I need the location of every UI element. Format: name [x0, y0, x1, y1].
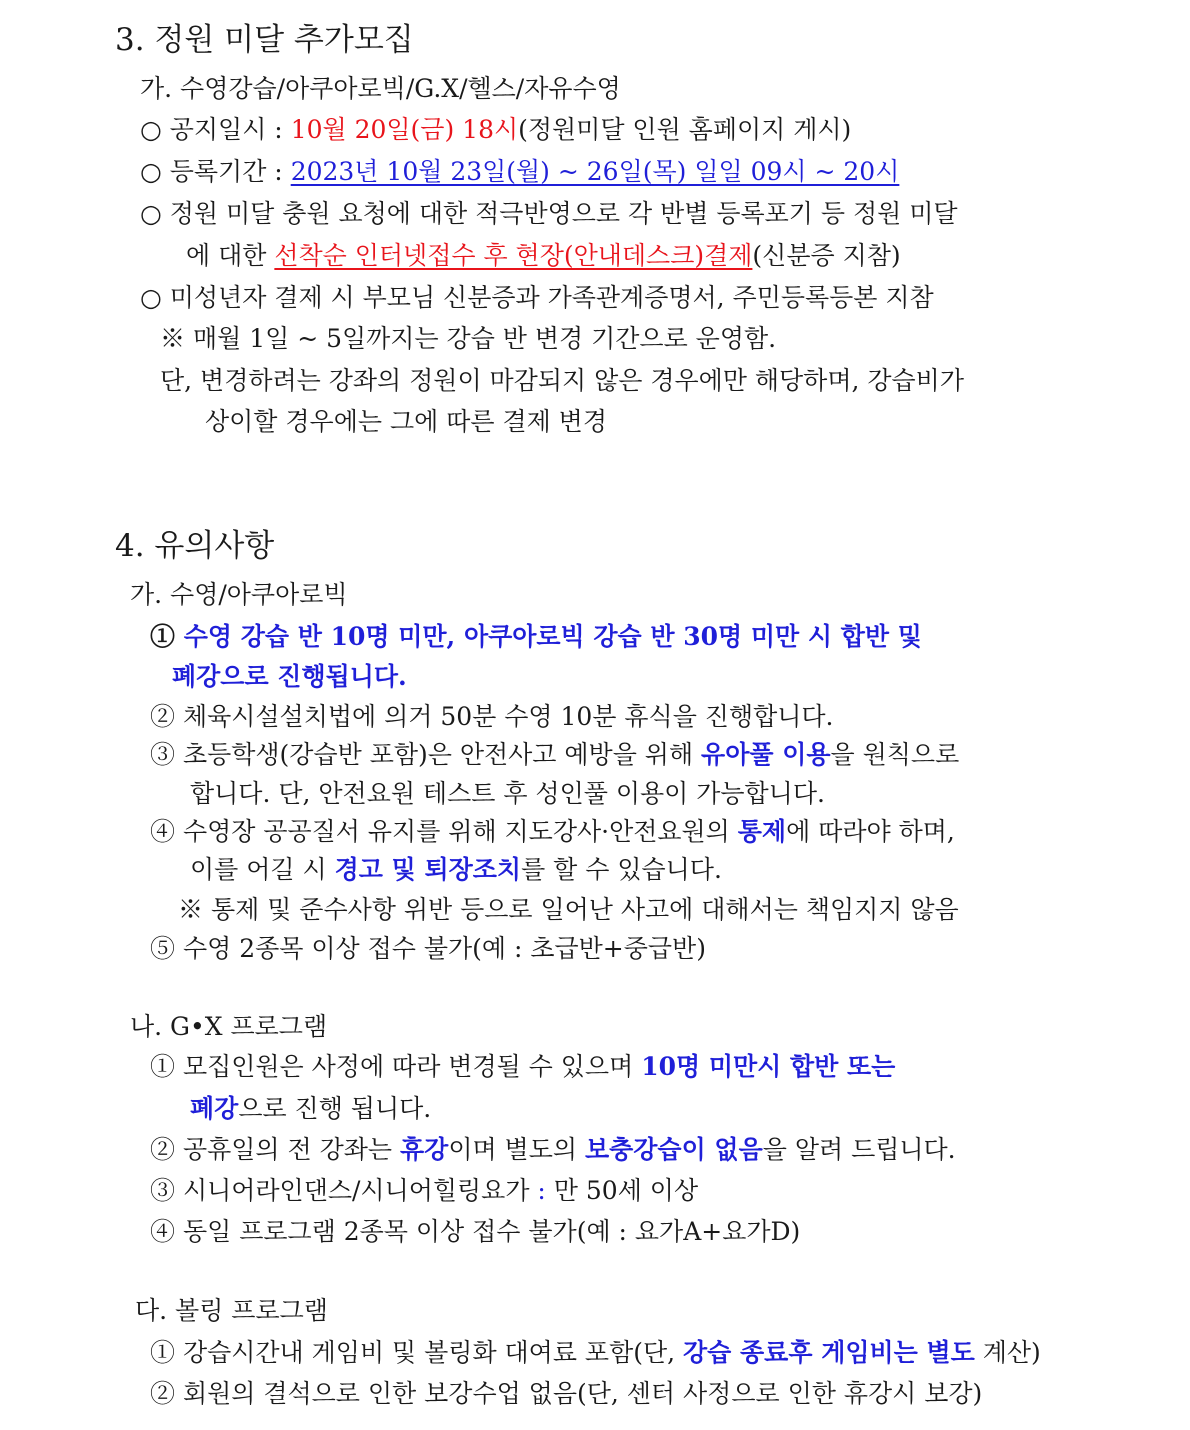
swim-item1-line1: [150, 620, 922, 654]
swim-item4-post: 에 따라야 하며,: [786, 817, 955, 846]
gx-item2: [150, 1133, 956, 1167]
first-come-notice: 선착순 인터넷접수 후 현장(안내데스크)결제: [274, 241, 753, 270]
swim-heading: 가. 수영/아쿠아로빅: [130, 580, 348, 609]
registration-label: ○ 등록기간 :: [140, 157, 291, 186]
section4-title: 4. 유의사항: [115, 528, 275, 564]
id-required: (신분증 지참): [752, 241, 901, 270]
class-change-note: ※ 매월 1일 ~ 5일까지는 강습 반 변경 기간으로 운영함.: [160, 324, 777, 353]
swim-item1-line2: 폐강으로 진행됩니다.: [172, 662, 407, 691]
notice-line: [140, 113, 851, 147]
refill-request-line1: ○ 정원 미달 충원 요청에 대한 적극반영으로 각 반별 등록포기 등 정원 미달: [140, 199, 958, 228]
class-change-condition-line2: 상이할 경우에는 그에 따른 결제 변경: [205, 407, 607, 436]
section3-subheading: 가. 수영강습/아쿠아로빅/G.X/헬스/자유수영: [140, 74, 621, 103]
registration-period: 2023년 10월 23일(월) ~ 26일(목) 일일 09시 ~ 20시: [290, 157, 900, 186]
refill-request-line2: [186, 239, 901, 273]
registration-line: [140, 155, 899, 189]
minor-payment-line: ○ 미성년자 결제 시 부모님 신분증과 가족관계증명서, 주민등록등본 지참: [140, 283, 934, 312]
notice-time: 10월 20일(금) 18시: [290, 115, 519, 144]
swim-item4-line1: [150, 815, 955, 849]
gx-item3: [150, 1174, 698, 1208]
swim-item4-line2-pre: 이를 어길 시: [190, 855, 335, 884]
gx-closure-notice: 폐강: [190, 1094, 239, 1123]
gx-item2-mid: 이며 별도의: [448, 1135, 585, 1164]
bowling-item1-post: 계산): [974, 1338, 1041, 1367]
game-fee-notice: 강습 종료후 게임비는 별도: [683, 1338, 975, 1367]
swim-item4-line2-post: 를 할 수 있습니다.: [521, 855, 722, 884]
gx-item4: ④ 동일 프로그램 2종목 이상 접수 불가(예 : 요가A+요가D): [150, 1217, 801, 1246]
class-change-condition-line1: 단, 변경하려는 강좌의 정원이 마감되지 않은 경우에만 해당하며, 강습비가: [160, 366, 964, 395]
section3-title: 3. 정원 미달 추가모집: [115, 22, 414, 58]
warning-expulsion-notice: 경고 및 퇴장조치: [334, 855, 522, 884]
control-notice: 통제: [737, 817, 787, 846]
swim-item2: ② 체육시설설치법에 의거 50분 수영 10분 휴식을 진행합니다.: [150, 702, 834, 731]
notice-label: ○ 공지일시 :: [140, 115, 291, 144]
swim-item5: ⑤ 수영 2종목 이상 접수 불가(예 : 초급반+중급반): [150, 934, 706, 963]
swim-item1-number: ①: [150, 622, 176, 651]
no-makeup-notice: 보충강습이 없음: [584, 1135, 763, 1164]
swim-item3-post: 을 원칙으로: [830, 740, 960, 769]
swim-item1-text: 수영 강습 반 10명 미만, 아쿠아로빅 강습 반 30명 미만 시 합반 및: [183, 622, 922, 651]
bowling-item2: ② 회원의 결석으로 인한 보강수업 없음(단, 센터 사정으로 인한 휴강시 보강): [150, 1379, 983, 1408]
gx-item1-line2: [190, 1092, 431, 1126]
liability-note: ※ 통제 및 준수사항 위반 등으로 일어난 사고에 대해서는 책임지지 않음: [178, 895, 959, 924]
gx-item3-post: 만 50세 이상: [545, 1176, 699, 1205]
gx-item3-pre: ③ 시니어라인댄스/시니어힐링요가: [150, 1176, 538, 1205]
bowling-item1-pre: ① 강습시간내 게임비 및 볼링화 대여료 포함(단,: [150, 1338, 684, 1367]
refill-request-pre: 에 대한: [186, 241, 275, 270]
swim-item4-line2: [190, 853, 722, 887]
gx-merge-notice: 10명 미만시 합반 또는: [641, 1052, 896, 1081]
gx-heading: 나. G•X 프로그램: [130, 1012, 328, 1041]
gx-item2-pre: ② 공휴일의 전 강좌는: [150, 1135, 400, 1164]
notice-rest: (정원미달 인원 홈페이지 게시): [518, 115, 852, 144]
swim-item3-line1: [150, 738, 959, 772]
holiday-closure-notice: 휴강: [400, 1135, 449, 1164]
gx-item1-line2-post: 으로 진행 됩니다.: [238, 1094, 432, 1123]
gx-item3-colon: :: [537, 1176, 546, 1205]
bowling-item1: [150, 1336, 1041, 1370]
kids-pool-notice: 유아풀 이용: [701, 740, 831, 769]
swim-item4-pre: ④ 수영장 공공질서 유지를 위해 지도강사·안전요원의: [150, 817, 738, 846]
gx-item1-line1: [150, 1050, 895, 1084]
gx-item1-pre: ① 모집인원은 사정에 따라 변경될 수 있으며: [150, 1052, 642, 1081]
gx-item2-post: 을 알려 드립니다.: [762, 1135, 956, 1164]
swim-item3-line2: 합니다. 단, 안전요원 테스트 후 성인풀 이용이 가능합니다.: [190, 779, 825, 808]
bowling-heading: 다. 볼링 프로그램: [135, 1296, 328, 1325]
swim-item3-pre: ③ 초등학생(강습반 포함)은 안전사고 예방을 위해: [150, 740, 702, 769]
